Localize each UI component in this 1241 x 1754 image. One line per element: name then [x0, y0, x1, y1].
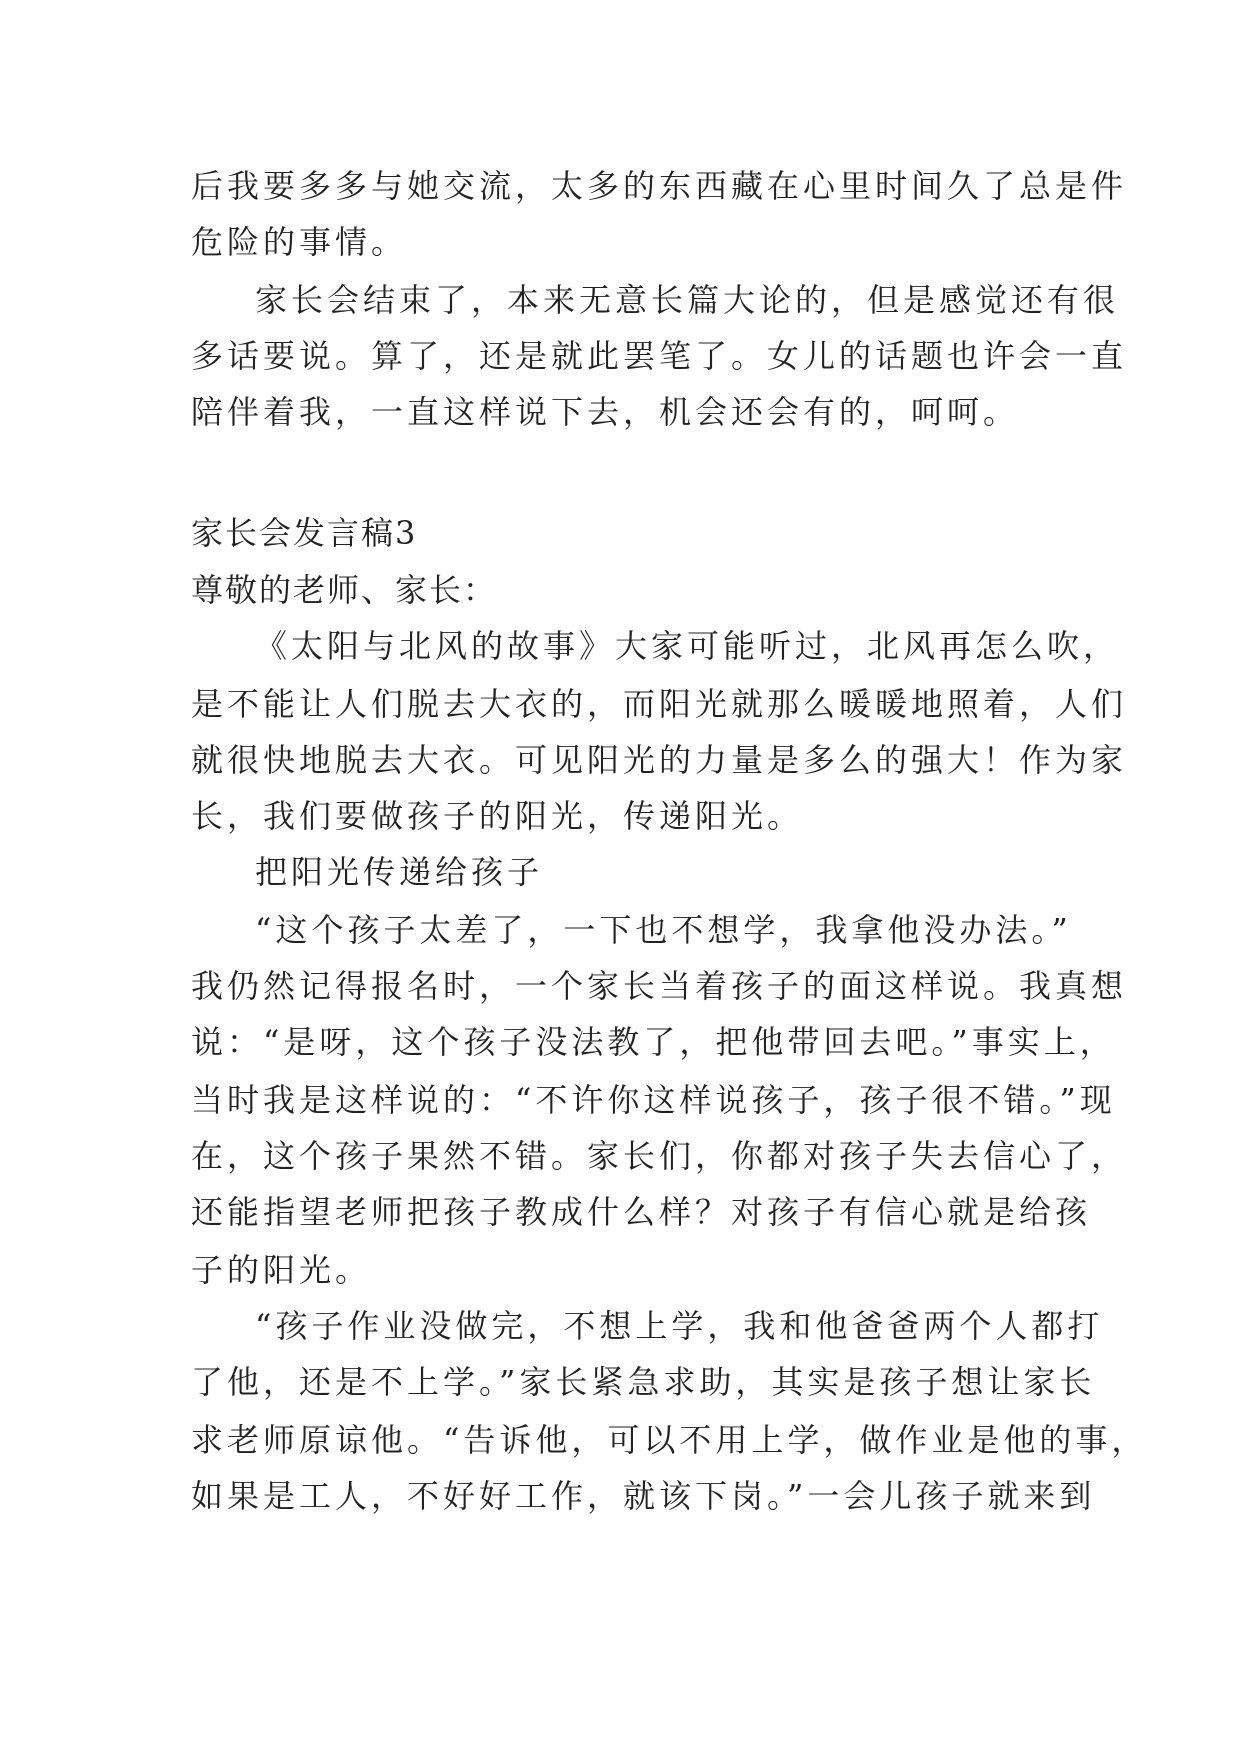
section-title: 家长会发言稿3	[191, 514, 418, 552]
paragraph-first-line: “孩子作业没做完，不想上学，我和他爸爸两个人都打	[255, 1307, 1104, 1345]
text-line: 后我要多多与她交流，太多的东西藏在心里时间久了总是件	[191, 167, 1128, 205]
text-line: 求老师原谅他。“告诉他，可以不用上学，做作业是他的事，	[191, 1421, 1148, 1459]
text-line: 了他，还是不上学。”家长紧急求助，其实是孩子想让家长	[191, 1363, 1096, 1401]
text-line: 说：“是呀，这个孩子没法教了，把他带回去吧。”事实上，	[191, 1023, 1116, 1061]
text-line: 危险的事情。	[191, 223, 408, 261]
text-line: 是不能让人们脱去大衣的，而阳光就那么暖暖地照着，人们	[191, 685, 1128, 723]
text-line: 子的阳光。	[191, 1251, 372, 1289]
text-line: 多话要说。算了，还是就此罢笔了。女儿的话题也许会一直	[191, 337, 1128, 375]
text-line: 陪伴着我，一直这样说下去，机会还会有的，呵呵。	[191, 393, 1020, 431]
text-line: 长，我们要做孩子的阳光，传递阳光。	[191, 797, 804, 835]
text-line: 我仍然记得报名时，一个家长当着孩子的面这样说。我真想	[191, 967, 1128, 1005]
salutation: 尊敬的老师、家长：	[191, 571, 498, 609]
paragraph-first-line: 家长会结束了，本来无意长篇大论的，但是感觉还有很	[255, 281, 1120, 319]
subheading: 把阳光传递给孩子	[255, 853, 544, 891]
text-line: 当时我是这样说的：“不许你这样说孩子，孩子很不错。”现	[191, 1081, 1116, 1119]
text-line: 就很快地脱去大衣。可见阳光的力量是多么的强大！作为家	[191, 741, 1128, 779]
text-line: 还能指望老师把孩子教成什么样？对孩子有信心就是给孩	[191, 1193, 1092, 1231]
paragraph-first-line: “这个孩子太差了，一下也不想学，我拿他没办法。”	[255, 911, 1072, 949]
paragraph-first-line: 《太阳与北风的故事》大家可能听过，北风再怎么吹，	[255, 627, 1120, 665]
text-line: 在，这个孩子果然不错。家长们，你都对孩子失去信心了，	[191, 1137, 1128, 1175]
text-line: 如果是工人，不好好工作，就该下岗。”一会儿孩子就来到	[191, 1477, 1096, 1515]
